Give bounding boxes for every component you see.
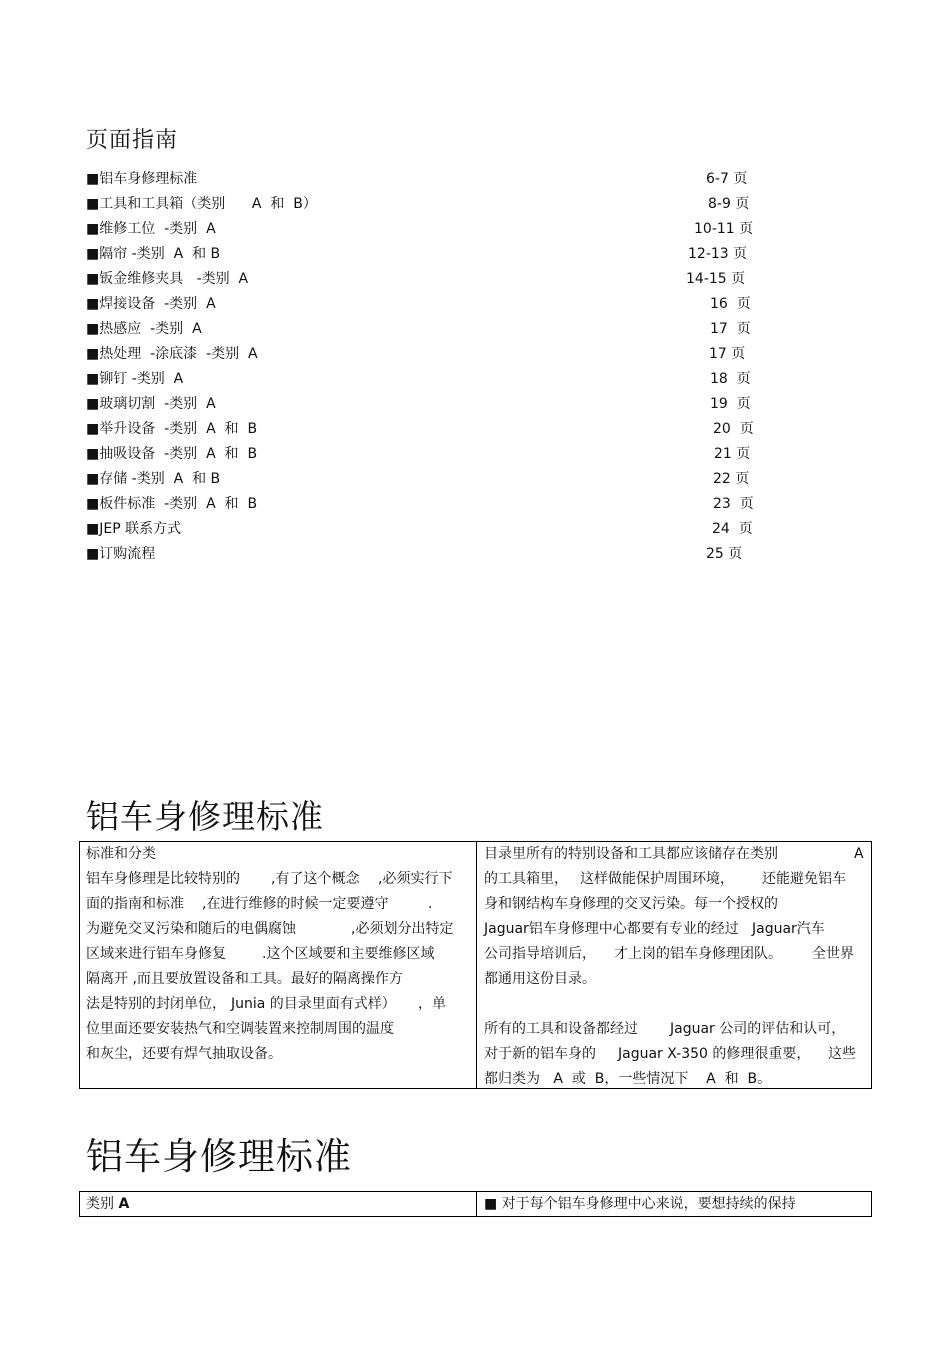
text-segment: 目录里所有的特别设备和工具都应该储存在类别	[484, 846, 778, 862]
text-segment: 这样做能保护周围环境，	[580, 871, 734, 887]
text-segment: 对于新的铝车身的	[484, 1046, 596, 1062]
toc-item-label: ■举升设备 -类别 A 和 B	[86, 421, 258, 437]
toc-item	[86, 293, 766, 315]
left-text-line	[86, 1042, 471, 1067]
toc-item-label: ■存储 -类别 A 和 B	[86, 471, 221, 487]
text-segment: ，单	[418, 996, 446, 1012]
left-text-line	[86, 917, 471, 942]
toc-item-label: ■板件标准 -类别 A 和 B	[86, 496, 258, 512]
category-table	[79, 1191, 872, 1217]
text-segment: 的工具箱里，	[484, 871, 568, 887]
text-segment: ,有了这个概念	[271, 871, 360, 887]
toc-item	[86, 193, 766, 215]
right-text-line	[484, 942, 864, 967]
right-text-line	[484, 1042, 864, 1067]
toc-item	[86, 168, 766, 190]
toc-item	[86, 243, 766, 265]
text-segment: 这些	[828, 1046, 856, 1062]
right-text-line	[484, 1067, 864, 1092]
right-column	[484, 842, 864, 1092]
toc-item	[86, 368, 766, 390]
text-segment: 为避免交叉污染和随后的电偶腐蚀	[86, 921, 296, 937]
text-segment: 都归类为 A 或 B，一些情况下 A 和 B。	[484, 1071, 772, 1087]
toc-item-page: 14-15 页	[686, 271, 746, 287]
text-segment: 铝车身修理是比较特别的	[86, 871, 240, 887]
toc-item	[86, 268, 766, 290]
toc-item-label: ■铝车身修理标准	[86, 171, 198, 187]
text-segment: 区域来进行铝车身修复	[86, 946, 226, 962]
right-text-line	[484, 967, 864, 992]
category-heading	[86, 1192, 471, 1216]
toc-item-page: 6-7 页	[706, 171, 748, 187]
category-note	[484, 1192, 864, 1216]
toc-item-page: 12-13 页	[688, 246, 748, 262]
standards-table	[79, 841, 872, 1089]
toc-item	[86, 318, 766, 340]
left-column	[86, 842, 471, 1067]
toc-item-label: ■玻璃切割 -类别 A	[86, 396, 216, 412]
toc-item-page: 19 页	[710, 396, 751, 412]
toc-item	[86, 518, 766, 540]
toc-item-page: 21 页	[714, 446, 751, 462]
toc-item	[86, 343, 766, 365]
text-segment: 公司指导培训后，	[484, 946, 596, 962]
toc-item-label: ■焊接设备 -类别 A	[86, 296, 216, 312]
toc-item	[86, 493, 766, 515]
text-segment: .	[428, 896, 433, 912]
toc-item-page: 23 页	[713, 496, 754, 512]
section-title-2: 铝车身修理标准	[86, 1135, 352, 1178]
toc-item-label: ■热处理 -涂底漆 -类别 A	[86, 346, 258, 362]
toc-item-page: 25 页	[706, 546, 743, 562]
text-segment: 全世界	[812, 946, 854, 962]
category-note-text: ■ 对于每个铝车身修理中心来说，要想持续的保持	[484, 1196, 796, 1212]
right-text-line	[484, 1017, 864, 1042]
right-text-line	[484, 992, 864, 1017]
text-segment: 所有的工具和设备都经过	[484, 1021, 638, 1037]
text-segment: 法是特别的封闭单位，	[86, 996, 226, 1012]
text-segment: 位里面还要安装热气和空调装置来控制周围的温度	[86, 1021, 394, 1037]
left-heading: 标准和分类	[86, 846, 156, 862]
toc-item-page: 24 页	[712, 521, 753, 537]
toc-item-page: 8-9 页	[708, 196, 750, 212]
toc-item	[86, 468, 766, 490]
toc-item-page: 22 页	[713, 471, 750, 487]
column-divider	[476, 1192, 477, 1216]
toc-item-page: 10-11 页	[694, 221, 754, 237]
toc-item-page: 17 页	[709, 346, 746, 362]
text-segment: ,在进行维修的时候一定要遵守	[202, 896, 389, 912]
right-text-line	[484, 917, 864, 942]
toc-item-label: ■订购流程	[86, 546, 156, 562]
toc-item-page: 16 页	[710, 296, 751, 312]
toc-item-label: ■铆钉 -类别 A	[86, 371, 184, 387]
text-segment: Jaguar X-350 的修理很重要，	[618, 1046, 811, 1062]
left-text-line	[86, 867, 471, 892]
toc-item-label: ■热感应 -类别 A	[86, 321, 202, 337]
text-segment: Jaguar汽车	[752, 921, 825, 937]
right-text-line	[484, 867, 864, 892]
text-segment: Jaguar 公司的评估和认可，	[670, 1021, 846, 1037]
text-segment: 还能避免铝车	[762, 871, 846, 887]
text-segment: .这个区域要和主要维修区域	[262, 946, 435, 962]
text-segment: 面的指南和标准	[86, 896, 184, 912]
toc-item-label: ■JEP 联系方式	[86, 521, 182, 537]
toc-item	[86, 393, 766, 415]
text-segment: 都通用这份目录。	[484, 971, 596, 987]
toc-item	[86, 443, 766, 465]
section-title: 铝车身修理标准	[86, 797, 324, 836]
text-segment: 隔离开 ,而且要放置设备和工具。最好的隔离操作方	[86, 971, 403, 987]
text-segment: Junia 的目录里面有式样）	[231, 996, 396, 1012]
toc-item-page: 17 页	[710, 321, 751, 337]
toc-item	[86, 218, 766, 240]
left-text-line	[86, 942, 471, 967]
text-segment: 和灰尘，还要有焊气抽取设备。	[86, 1046, 282, 1062]
toc-item-label: ■隔帘 -类别 A 和 B	[86, 246, 221, 262]
toc-item-label: ■抽吸设备 -类别 A 和 B	[86, 446, 258, 462]
toc-item-page: 20 页	[713, 421, 754, 437]
toc-item-label: ■工具和工具箱（类别 A 和 B）	[86, 196, 317, 212]
category-letter: A	[118, 1196, 130, 1212]
left-text-line	[86, 892, 471, 917]
right-text-line	[484, 892, 864, 917]
text-segment: ,必须划分出特定	[351, 921, 454, 937]
toc-item	[86, 543, 766, 565]
text-segment: ,必须实行下	[378, 871, 453, 887]
toc-item-label: ■钣金维修夹具 -类别 A	[86, 271, 249, 287]
toc-item-page: 18 页	[710, 371, 751, 387]
column-divider	[476, 842, 477, 1088]
left-text-line	[86, 967, 471, 992]
right-text-line	[484, 842, 864, 867]
left-text-line	[86, 1017, 471, 1042]
text-segment: 才上岗的铝车身修理团队。	[614, 946, 782, 962]
toc-item-label: ■维修工位 -类别 A	[86, 221, 216, 237]
category-label: 类别	[86, 1196, 119, 1212]
toc-item	[86, 418, 766, 440]
guide-title: 页面指南	[86, 128, 179, 153]
text-segment: Jaguar铝车身修理中心都要有专业的经过	[484, 921, 739, 937]
text-segment: A	[854, 846, 864, 862]
text-segment: 身和钢结构车身修理的交叉污染。每一个授权的	[484, 896, 778, 912]
left-text-line	[86, 992, 471, 1017]
